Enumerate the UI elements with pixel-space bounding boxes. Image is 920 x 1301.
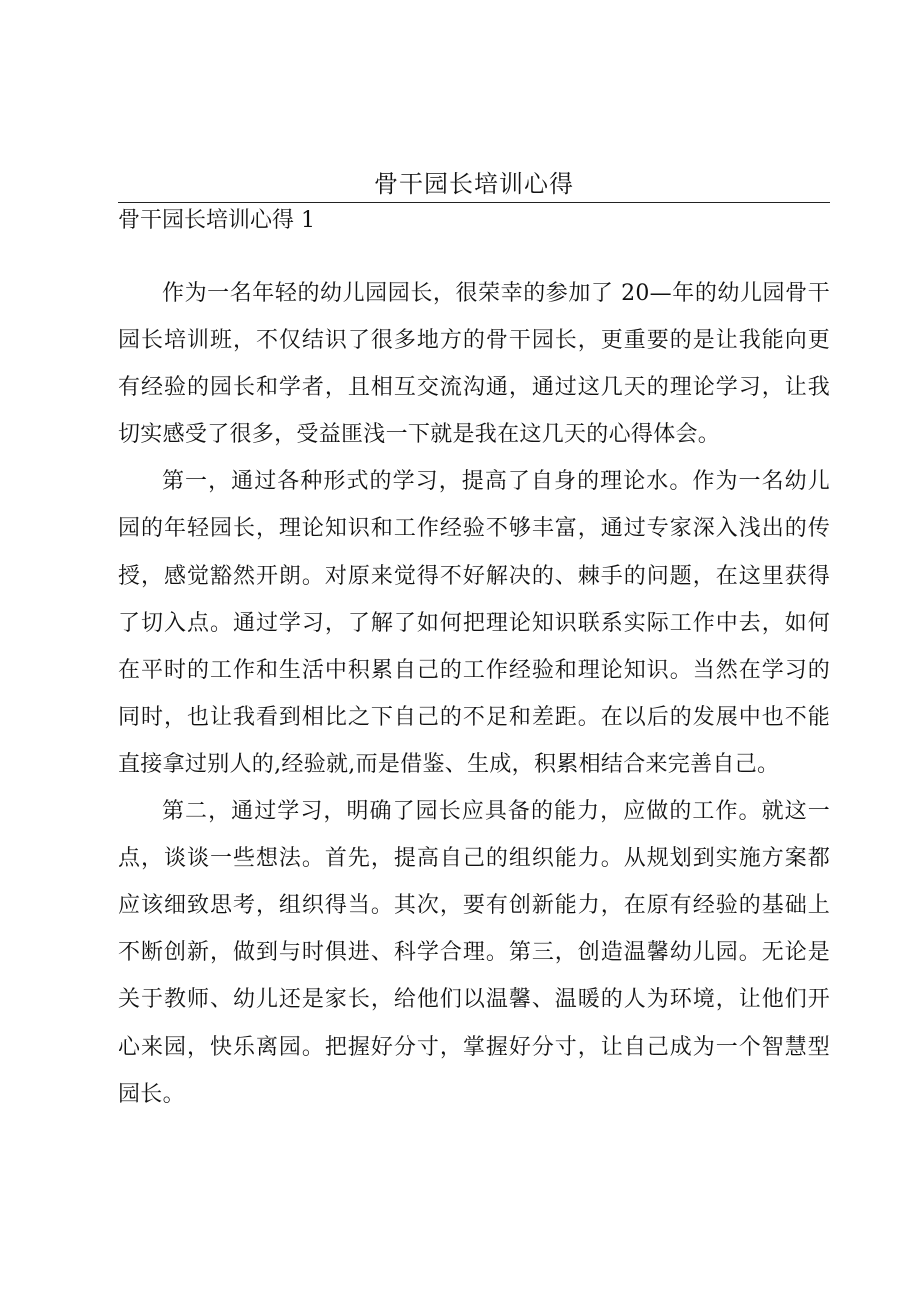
- document-body: [118, 270, 830, 1118]
- section-heading: 骨干园长培训心得 1: [118, 208, 315, 233]
- paragraph-first-point: 第一，通过各种形式的学习，提高了自身的理论水。作为一名幼儿园的年轻园长，理论知识和工作经验不够丰富，通过专家深入浅出的传授，感觉豁然开朗。对原来觉得不好解决的、棘手的问题，在这里获得了切入点。通过学习，了解了如何把理论知识联系实际工作中去，如何在平时的工作和生活中积累自己的工作经验和理论知识。当然在学习的同时，也让我看到相比之下自己的不足和差距。在以后的发展中也不能直接拿过别人的,经验就,而是借鉴、生成，积累相结合来完善自己。: [118, 469, 830, 777]
- paragraph-intro: 作为一名年轻的幼儿园园长，很荣幸的参加了 20—年的幼儿园骨干园长培训班，不仅结识了很多地方的骨干园长，更重要的是让我能向更有经验的园长和学者，且相互交流沟通，通过这几天的理论学习，让我切实感受了很多，受益匪浅一下就是我在这几天的心得体会。: [118, 281, 830, 448]
- paragraph-second-point: 第二，通过学习，明确了园长应具备的能力，应做的工作。就这一点，谈谈一些想法。首先，提高自己的组织能力。从规划到实施方案都应该细致思考，组织得当。其次，要有创新能力，在原有经验的基础上不断创新，做到与时俱进、科学合理。第三，创造温馨幼儿园。无论是关于教师、幼儿还是家长，给他们以温馨、温暖的人为环境，让他们开心来园，快乐离园。把握好分寸，掌握好分寸，让自己成为一个智慧型园长。: [118, 799, 830, 1107]
- document-title: 骨干园长培训心得: [374, 170, 574, 198]
